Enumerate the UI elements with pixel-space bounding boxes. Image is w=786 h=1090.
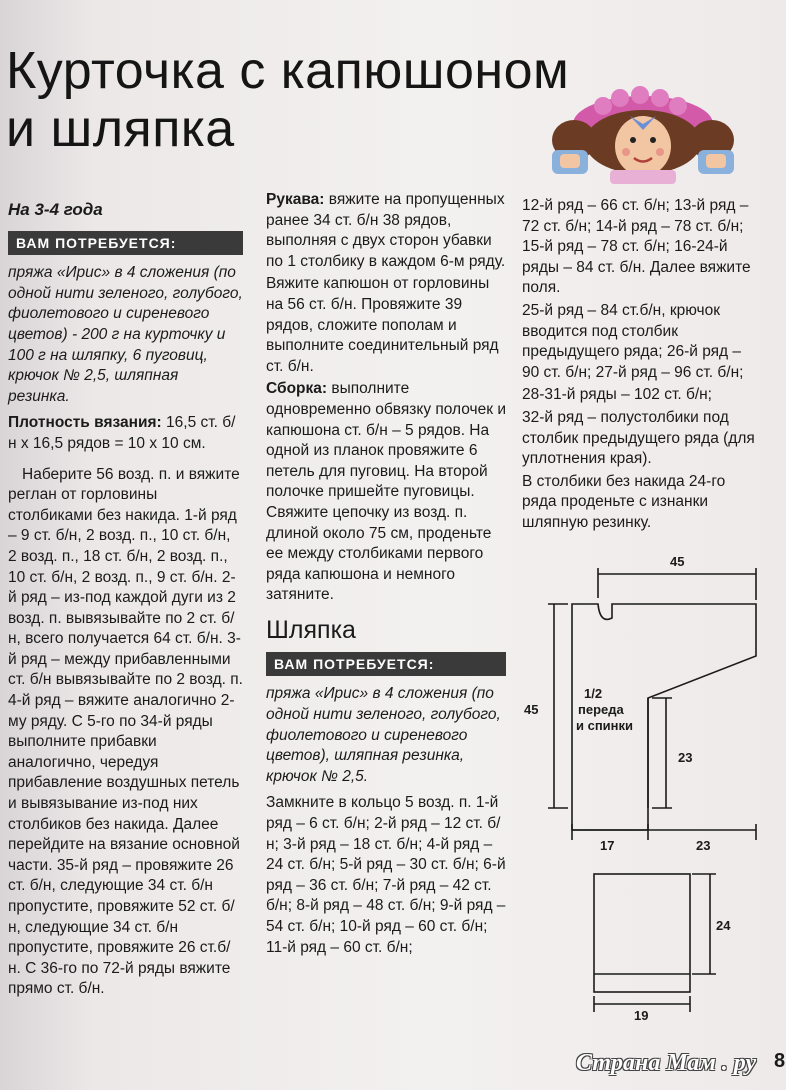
density-paragraph	[8, 413, 243, 454]
sleeve-dim-bottom: 19	[634, 1008, 649, 1022]
hat-rows-1: 12-й ряд – 66 ст. б/н; 13-й ряд – 72 ст. б/н; 14-й ряд – 78 ст. б/н; 15-й ряд – 78 ст. б/н; 16-24-й ряды – 84 ст. б/н. Далее вяжите поля.	[522, 197, 751, 297]
age-label: На 3-4 года	[8, 200, 103, 219]
sleeves-text: вяжите на пропущенных ранее 34 ст. б/н 38 рядов, выполняя с двух сторон убавки по 1 столбику в каждом 6-м ряду.	[266, 191, 506, 270]
sleeves-paragraph	[266, 190, 506, 272]
dim-bottom-left: 17	[600, 838, 615, 853]
dim-mid: 23	[678, 750, 693, 765]
assembly-paragraph	[266, 379, 506, 606]
site-logo: Страна Мам . ру	[576, 1050, 757, 1076]
sleeve-dim-right: 24	[716, 918, 731, 933]
hat-rows-5: В столбики без накида 24-го ряда проденьте с изнанки шляпную резинку.	[522, 472, 726, 531]
jacket-materials: пряжа «Ирис» в 4 сложения (по одной нити зеленого, голубого, фиолетового и сиреневого цветов) - 200 г на курточку и 100 г на шляпку, 6 пуговиц, крючок № 2,5, шляпная резинка.	[8, 264, 243, 405]
materials-banner: ВАМ ПОТРЕБУЕТСЯ:	[8, 231, 243, 256]
hat-instructions: Замкните в кольцо 5 возд. п. 1-й ряд – 6 ст. б/н; 2-й ряд – 12 ст. б/н; 3-й ряд – 18 ст. б/н; 4-й ряд – 24 ст. б/н; 5-й ряд – 30 ст. б/н; 6-й ряд – 36 ст. б/н; 7-й ряд – 42 ст. б/н; 8-й ряд – 48 ст. б/н; 9-й ряд – 54 ст. б/н; 10-й ряд – 60 ст. б/н; 11-й ряд – 60 ст. б/н;	[266, 794, 506, 956]
assembly-text: выполните одновременно обвязку полочек и капюшона ст. б/н – 5 рядов. На одной из планок провяжите 6 петель для пуговиц. На второй полочке пришейте пуговицы. Свяжите цепочку из возд. п. длиной около 75 см, проденьте ее между столбиками первого ряда капюшона и немного затяните.	[266, 380, 506, 604]
body-pattern-diagram	[520, 548, 786, 858]
dim-bottom-right: 23	[696, 838, 711, 853]
hat-rows-3: 28-31-й ряды – 102 ст. б/н;	[522, 386, 712, 404]
hat-materials-banner: ВАМ ПОТРЕБУЕТСЯ:	[266, 652, 506, 677]
body-label-3: и спинки	[576, 718, 634, 733]
dim-left: 45	[524, 702, 539, 717]
body-outline	[572, 604, 756, 830]
body-label-2: переда	[578, 702, 624, 717]
column-2	[266, 190, 506, 960]
density-label: Плотность вязания:	[8, 414, 162, 432]
hat-materials: пряжа «Ирис» в 4 сложения (по одной нити зеленого, голубого, фиолетового и сиреневого цветов), шляпная резинка, крючок № 2,5.	[266, 685, 501, 785]
page-number: 8	[774, 1050, 786, 1072]
density-text: 16,5 ст. б/н х 16,5 рядов = 10 х 10 см.	[8, 414, 236, 452]
sleeves-label: Рукава:	[266, 191, 325, 208]
column-3	[522, 196, 757, 536]
jacket-instructions: Наберите 56 возд. п. и вяжите реглан от горловины столбиками без накида. 1-й ряд – 9 ст. б/н, 2 возд. п., 10 ст. б/н, 2 возд. п., 18 ст. б/н, 2 возд. п., 10 ст. б/н, 2 возд. п., 9 ст. б/н. 2-й ряд – из-под каждой дуги из 2 возд. п. вывязывайте по 2 ст. б/н, всего получается 64 ст. б/н. 3-й ряд – между прибавленными ст. б/н вывязывайте по 2 возд. п. 4-й ряд – вяжите аналогично 2-му ряду. С 5-го по 34-й ряды выполните прибавки аналогично, чередуя прибавление воздушных петель и вывязывание из-под них столбиков без накида. Далее перейдите на вязание основной части. 35-й ряд – провяжите 26 ст. б/н, следующие 34 ст. б/н пропустите, провяжите 52 ст. б/н, следующие 34 ст. б/н пропустите, провяжите 26 ст.б/н. С 36-го по 72-й ряды вяжите прямо ст. б/н.	[8, 465, 243, 998]
hat-rows-2: 25-й ряд – 84 ст.б/н, крючок вводится под столбик предыдущего ряда; 26-й ряд – 90 ст. б/н; 27-й ряд – 96 ст. б/н;	[522, 301, 744, 381]
sleeve-pattern-diagram	[580, 862, 750, 1022]
hat-rows-4: 32-й ряд – полустолбики под столбик предыдущего ряда (для уплотнения края).	[522, 408, 755, 468]
hat-title: Шляпка	[266, 615, 356, 644]
column-1	[8, 200, 243, 1002]
body-label-1: 1/2	[584, 686, 603, 701]
title-line-1: Курточка с капюшоном	[6, 42, 570, 100]
assembly-label: Сборка:	[266, 380, 328, 398]
hood-paragraph: Вяжите капюшон от горловины на 56 ст. б/н. Провяжите 39 рядов, сложите пополам и выполните соединительный ряд ст. б/н.	[266, 275, 499, 375]
doll-illustration	[548, 84, 738, 194]
dim-top: 45	[670, 554, 685, 569]
title-line-2: и шляпка	[6, 100, 235, 158]
